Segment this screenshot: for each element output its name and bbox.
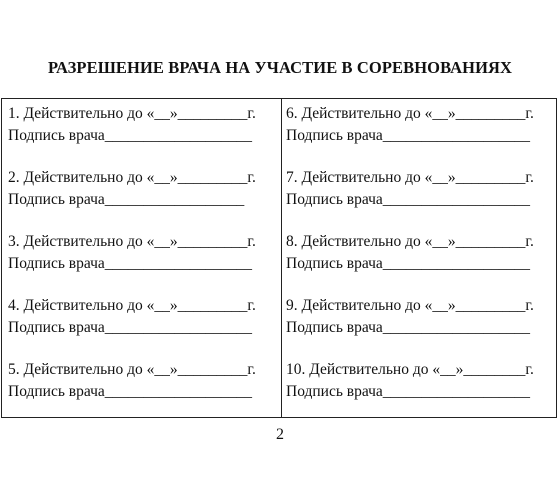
left-column — [8, 103, 276, 423]
permission-entry-4 — [8, 295, 276, 359]
signature-line: Подпись врача___________________ — [8, 319, 253, 336]
validity-line: 7. Действительно до «__»_________г. — [286, 169, 534, 186]
validity-line: 4. Действительно до «__»_________г. — [8, 297, 256, 314]
permission-entry-8 — [286, 231, 554, 295]
signature-line: Подпись врача___________________ — [286, 255, 531, 272]
permission-entry-5 — [8, 359, 276, 423]
signature-line: Подпись врача___________________ — [286, 319, 531, 336]
page-number: 2 — [276, 426, 284, 443]
permission-entry-3 — [8, 231, 276, 295]
signature-line: Подпись врача___________________ — [8, 255, 253, 272]
signature-line: Подпись врача___________________ — [286, 127, 531, 144]
page-title: РАЗРЕШЕНИЕ ВРАЧА НА УЧАСТИЕ В СОРЕВНОВАНИЯХ — [47, 58, 513, 77]
validity-line: 10. Действительно до «__»________г. — [286, 361, 534, 378]
signature-line: Подпись врача___________________ — [8, 383, 253, 400]
permission-entry-7 — [286, 167, 554, 231]
permission-entry-2 — [8, 167, 276, 231]
right-column — [286, 103, 554, 423]
validity-line: 9. Действительно до «__»_________г. — [286, 297, 534, 314]
permission-entry-10 — [286, 359, 554, 423]
permission-entry-1 — [8, 103, 276, 167]
permission-entry-6 — [286, 103, 554, 167]
validity-line: 2. Действительно до «__»_________г. — [8, 169, 256, 186]
signature-line: Подпись врача___________________ — [8, 127, 253, 144]
signature-line: Подпись врача___________________ — [286, 383, 531, 400]
validity-line: 3. Действительно до «__»_________г. — [8, 233, 256, 250]
validity-line: 6. Действительно до «__»_________г. — [286, 105, 534, 122]
signature-line: Подпись врача__________________ — [8, 191, 245, 208]
validity-line: 5. Действительно до «__»_________г. — [8, 361, 256, 378]
validity-line: 1. Действительно до «__»_________г. — [8, 105, 256, 122]
permission-entry-9 — [286, 295, 554, 359]
validity-line: 8. Действительно до «__»_________г. — [286, 233, 534, 250]
signature-line: Подпись врача___________________ — [286, 191, 531, 208]
column-divider — [281, 99, 282, 417]
permission-table — [1, 98, 557, 418]
